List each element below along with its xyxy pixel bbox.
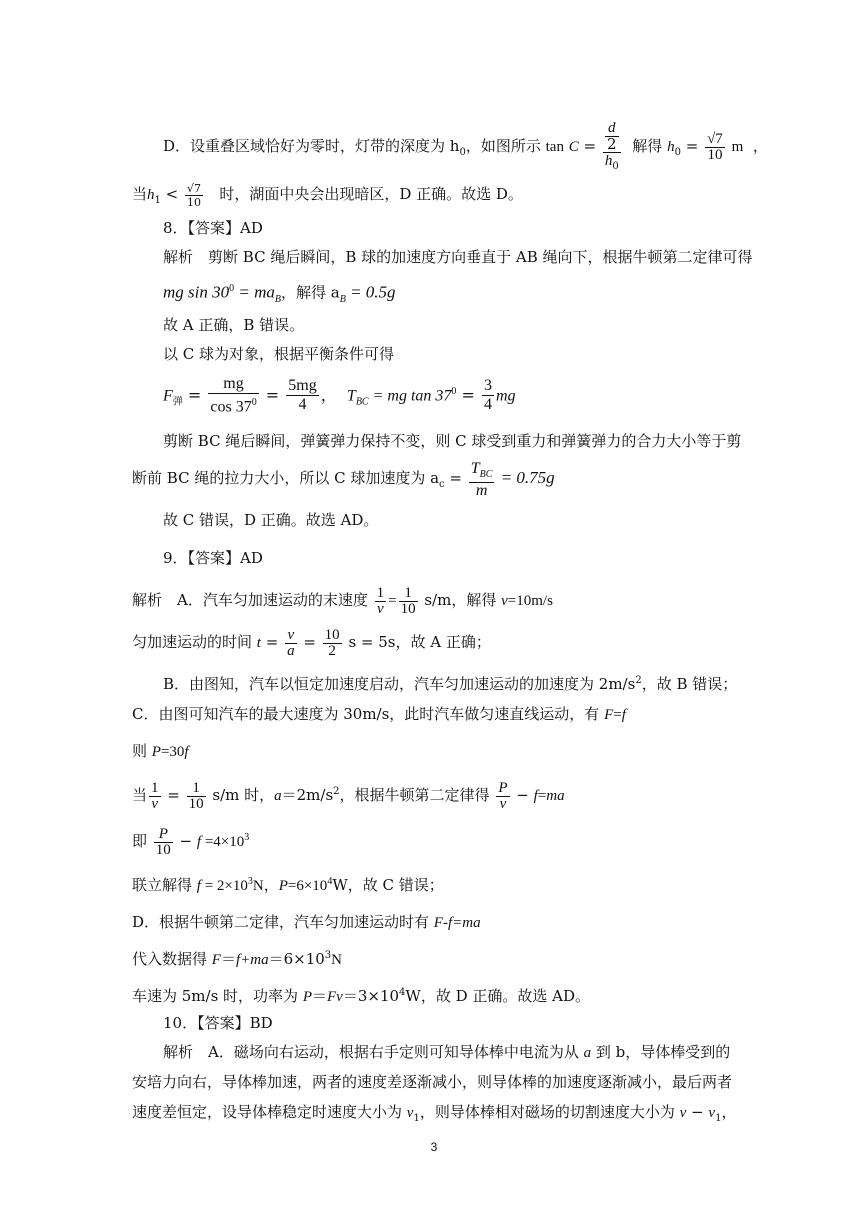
- sup: 0: [229, 283, 235, 294]
- eq: =: [578, 137, 601, 155]
- t: 速度差恒定，设导体棒稳定时速度大小为: [132, 1103, 407, 1121]
- den: 2: [328, 642, 336, 659]
- fraction: [286, 377, 318, 414]
- sup: 2: [333, 786, 340, 797]
- t: s/m，解得: [419, 591, 502, 609]
- t: ，: [721, 1103, 737, 1121]
- sup: 2: [635, 675, 642, 686]
- q8-conclusion-2: 故 C 错误，D 正确。故选 AD。: [163, 511, 379, 529]
- h: h: [604, 152, 613, 169]
- h: h: [147, 187, 155, 203]
- t: 当: [132, 786, 148, 804]
- den: 4: [298, 396, 307, 414]
- q9-d-line-2: [132, 946, 342, 970]
- q9-c-line-2: [132, 741, 189, 762]
- t: B．由图知，汽车以恒定加速度启动，汽车匀加速运动的加速度为 2m/s: [163, 675, 636, 693]
- sup: 0: [451, 386, 457, 397]
- t: C．由图可知汽车的最大速度为 30m/s，此时汽车做匀速直线运动，有: [132, 705, 605, 723]
- sub: B: [339, 294, 346, 306]
- answer-10-title: 10．【答案】BD: [163, 1014, 273, 1032]
- v: v: [406, 1105, 414, 1121]
- fraction: [482, 377, 494, 414]
- t: =4×10: [201, 834, 245, 850]
- eq: =: [456, 385, 480, 405]
- den-2: 2: [607, 134, 617, 153]
- t: 代入数据得: [132, 950, 212, 968]
- F: F: [163, 387, 173, 405]
- sub: 1: [154, 195, 161, 206]
- t: 车速为 5m/s 时，功率为: [132, 987, 303, 1005]
- sub: B: [274, 294, 281, 306]
- eq: =: [613, 707, 622, 723]
- q9-d-line-3: [132, 983, 590, 1007]
- eq: =: [162, 786, 185, 804]
- num: v: [285, 628, 297, 644]
- den: v: [377, 600, 384, 617]
- t: mg: [495, 387, 516, 405]
- den: 10: [707, 146, 723, 163]
- a: a: [583, 1045, 592, 1061]
- t: 解析 A．磁场向右运动，根据右手定则可知导体棒中电流为从: [163, 1043, 584, 1061]
- eq: =: [260, 633, 284, 651]
- var-c: C: [568, 139, 579, 155]
- q8-text-2: [132, 458, 555, 498]
- fraction: [375, 586, 387, 617]
- answer-8-title: 8．【答案】AD: [163, 219, 263, 237]
- text: ，如图所示: [465, 137, 541, 155]
- q10-line-1: [163, 1042, 730, 1063]
- q9-c-line-3: [132, 772, 565, 812]
- fraction: [399, 586, 418, 617]
- unit: m: [731, 139, 744, 155]
- t: 则: [132, 742, 152, 760]
- option-d-line-2: [132, 176, 523, 212]
- num-d: d: [605, 121, 619, 137]
- q9-c-line-5: [132, 872, 444, 896]
- sup: 3: [324, 950, 332, 961]
- fraction-d-over-2-over-h0: $\frac{\frac{d}{2}}{h_0}$: [604, 119, 619, 172]
- T: T: [346, 387, 356, 405]
- t: ＝: [312, 987, 328, 1005]
- sup: 0: [251, 397, 257, 409]
- t: =10m/s: [507, 593, 553, 609]
- t: N: [331, 952, 343, 968]
- t: mg sin 30: [163, 282, 230, 302]
- t: s/m 时，: [207, 786, 275, 804]
- subscript: 0: [459, 147, 466, 158]
- q8-conclusion-1: 故 A 正确，B 错误。: [163, 316, 305, 334]
- t: =: [537, 788, 547, 804]
- q9-b: [163, 671, 737, 694]
- q9-c-line-4: [132, 818, 249, 858]
- den: m: [475, 482, 488, 500]
- option-d-line-1: D．设重叠区域恰好为零时，灯带的深度为 $h_0$，如图所示 tan C = $\frac{\frac{d}{2}}{h_0}$ 解得 $h_0$ = $\frac{√7}{10}$ m ，: [163, 119, 768, 172]
- t: 联立解得: [132, 876, 197, 894]
- solve-label: 解得: [632, 137, 663, 155]
- num: √7: [187, 181, 202, 195]
- t: ，解得 a: [280, 283, 340, 302]
- q8-text-1: 剪断 BC 绳后瞬间，弹簧弹力保持不变，则 C 球受到重力和弹簧弹力的合力大小等于剪: [163, 432, 742, 450]
- den: cos 37: [210, 398, 252, 416]
- f: f: [184, 744, 189, 760]
- a: a: [274, 788, 282, 804]
- sub: 1: [715, 1113, 722, 1124]
- q8-equation-1: [163, 279, 396, 310]
- t: −: [511, 786, 534, 804]
- t-var: t: [256, 635, 261, 651]
- sup: 3: [244, 832, 250, 843]
- v: v: [708, 1105, 716, 1121]
- page-number: 3: [430, 1140, 438, 1154]
- t: W，故 D 正确。故选 AD。: [405, 987, 591, 1005]
- num: 3: [483, 377, 492, 395]
- P: P: [278, 878, 288, 894]
- t: ，故 B 错误；: [641, 675, 738, 693]
- f: f: [533, 788, 538, 804]
- q9-d-line-1: [132, 912, 481, 933]
- Fv: Fv: [327, 989, 343, 1005]
- t: ＝2m/s: [281, 786, 334, 804]
- T: T: [470, 459, 480, 477]
- t: ，则导体棒相对磁场的切割速度大小为: [419, 1103, 680, 1121]
- den: v: [499, 795, 507, 812]
- num: 1: [187, 781, 206, 797]
- fraction: [187, 781, 206, 812]
- sup: 4: [327, 876, 333, 887]
- fraction: [149, 781, 161, 812]
- fraction: [469, 460, 495, 498]
- answer-9-title: 9．【答案】AD: [163, 549, 263, 567]
- F: F: [211, 952, 221, 968]
- t: 匀加速运动的时间: [132, 633, 257, 651]
- f: f: [196, 878, 201, 894]
- den: 10: [400, 600, 416, 617]
- num: √7: [707, 130, 723, 147]
- q9-a-line-2: [132, 622, 491, 662]
- t: −: [174, 832, 197, 850]
- comma: ，: [320, 385, 337, 405]
- sup: 4: [399, 987, 406, 998]
- t: = 2×10: [200, 878, 248, 894]
- t: = 0.75g: [496, 468, 555, 487]
- t: = ma: [234, 282, 275, 302]
- q8-c-ball: 以 C 球为对象，根据平衡条件可得: [163, 345, 395, 363]
- fraction: [154, 827, 173, 858]
- q10-line-3: [132, 1102, 736, 1129]
- eq: =: [182, 385, 207, 405]
- t: N，: [252, 878, 279, 894]
- v: v: [679, 1105, 687, 1121]
- fraction-sqrt7-over-10: [705, 132, 725, 163]
- t: 解析 A．汽车匀加速运动的末速度: [132, 591, 368, 609]
- den: a: [287, 642, 295, 659]
- comma: ，: [752, 137, 768, 155]
- q8-analysis: 解析 剪断 BC 绳后瞬间，B 球的加速度方向垂直于 AB 绳向下，根据牛顿第二定律可得: [163, 248, 753, 266]
- num: 1: [399, 586, 418, 602]
- fraction-sqrt7-over-10: [185, 182, 203, 209]
- t: f+ma: [235, 952, 269, 968]
- F: F: [604, 707, 614, 723]
- num: mg: [208, 375, 258, 394]
- t: 到 b，导体棒受到的: [591, 1043, 731, 1061]
- den: 4: [483, 396, 492, 414]
- t: = mg tan 37: [368, 387, 452, 405]
- t: 即: [132, 832, 152, 850]
- q9-c-line-1: [132, 704, 626, 725]
- eq: =: [444, 469, 467, 487]
- fraction: [285, 628, 297, 659]
- text: D．设重叠区域恰好为零时，灯带的深度为 h: [163, 137, 460, 155]
- sub: 弹: [172, 396, 183, 408]
- sup: 3: [247, 876, 253, 887]
- t: s = 5s，故 A 正确；: [343, 633, 491, 651]
- num: P: [154, 827, 173, 843]
- fraction: [323, 628, 342, 659]
- t: ＝6×10: [268, 950, 325, 968]
- q9-a-line-1: [132, 580, 553, 620]
- t: =30: [160, 744, 185, 760]
- text: 当: [132, 185, 148, 203]
- eq: F-f=ma: [433, 915, 481, 931]
- eq: =: [388, 593, 397, 609]
- t: D．根据牛顿第二定律，汽车匀加速运动时有: [132, 913, 434, 931]
- num: 1: [376, 584, 385, 601]
- P: P: [302, 989, 312, 1005]
- eq: =: [265, 385, 285, 405]
- num: 10: [324, 626, 340, 643]
- t: W，故 C 错误；: [332, 876, 444, 894]
- P: P: [151, 744, 161, 760]
- sub: c: [439, 479, 445, 490]
- t: = 0.5g: [345, 282, 396, 302]
- fraction: [496, 781, 509, 812]
- t: =6×10: [287, 878, 328, 894]
- sub: 1: [413, 1113, 420, 1124]
- lt: <: [160, 185, 183, 203]
- t: −: [686, 1103, 709, 1121]
- num: 1: [151, 779, 159, 796]
- den: 10: [187, 195, 201, 209]
- den: v: [151, 795, 159, 812]
- q10-line-2: 安培力向右，导体棒加速，两者的速度差逐渐减小，则导体棒的加速度逐渐减小，最后两者: [132, 1073, 733, 1091]
- den: 10: [188, 795, 204, 812]
- sub: BC: [479, 469, 493, 481]
- num: P: [498, 779, 508, 796]
- sub: BC: [355, 396, 369, 408]
- f: f: [621, 707, 626, 723]
- ma: ma: [546, 788, 565, 804]
- text: 时，湖面中央会出现暗区，D 正确。故选 D。: [219, 185, 523, 203]
- f: f: [196, 834, 202, 850]
- t: ＝3×10: [342, 987, 400, 1005]
- tan: tan: [545, 139, 564, 155]
- den: 10: [155, 841, 171, 858]
- t: ，根据牛顿第二定律得: [339, 786, 495, 804]
- t: 断前 BC 绳的拉力大小，所以 C 球加速度为 a: [132, 469, 440, 487]
- eq: =: [298, 633, 321, 651]
- fraction: [208, 375, 258, 416]
- num: 5mg: [288, 377, 317, 395]
- q8-equation-2: [163, 370, 516, 414]
- t: ＝: [220, 950, 236, 968]
- v: v: [501, 593, 508, 609]
